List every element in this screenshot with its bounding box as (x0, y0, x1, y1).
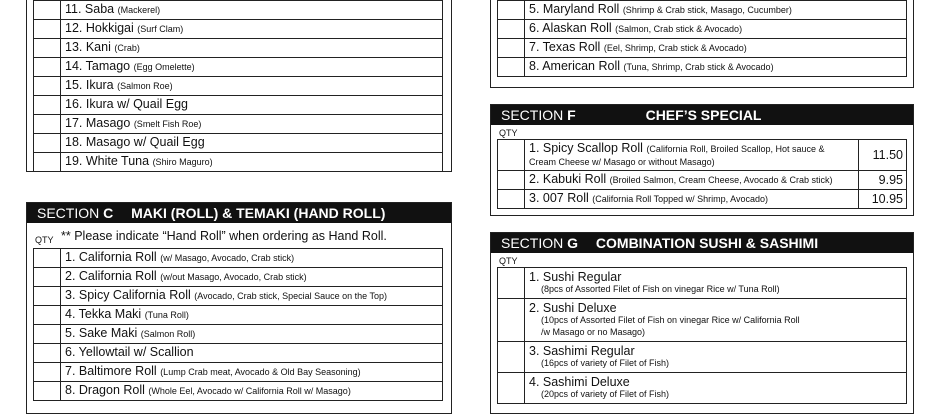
section-c-row (34, 382, 443, 401)
item-description: (8pcs of Assorted Filet of Fish on vinegar Rice w/ Tuna Roll) (541, 284, 780, 294)
item-cell (525, 20, 907, 39)
item-name: 7. Texas Roll (529, 40, 601, 54)
section-b-row (34, 77, 443, 96)
section-f-row (498, 171, 907, 190)
section-g-title: COMBINATION SUSHI & SASHIMI (595, 235, 819, 251)
section-c-row (34, 287, 443, 306)
item-cell (525, 1, 907, 20)
item-cell (61, 382, 443, 401)
item-name: 2. California Roll (65, 269, 157, 283)
item-name: 17. Masago (65, 116, 131, 130)
section-e-row (498, 20, 907, 39)
section-c-word: SECTION (37, 205, 100, 221)
item-name: 1. California Roll (65, 250, 157, 264)
section-c-row (34, 306, 443, 325)
item-description: (16pcs of variety of Filet of Fish) (541, 358, 670, 368)
item-cell (525, 190, 859, 209)
item-description: (Lump Crab meat, Avocado & Old Bay Seasoning) (160, 367, 361, 377)
section-c-letter: C (103, 205, 114, 221)
item-name: 4. Sashimi Deluxe (529, 375, 630, 389)
item-name: 12. Hokkigai (65, 21, 134, 35)
section-b-row (34, 115, 443, 134)
section-f-letter: F (567, 107, 576, 123)
section-g-letter: G (567, 235, 579, 251)
qty-cell[interactable] (498, 268, 525, 299)
item-description-line2: /w Masago or no Masago) (541, 327, 646, 337)
item-description: (Mackerel) (117, 5, 161, 15)
section-b-row (34, 134, 443, 153)
qty-cell[interactable] (498, 299, 525, 342)
item-name: 2. Kabuki Roll (529, 172, 607, 186)
item-cell (61, 134, 443, 153)
section-c-row (34, 268, 443, 287)
item-cell (61, 325, 443, 344)
qty-cell[interactable] (34, 39, 61, 58)
qty-cell[interactable] (498, 39, 525, 58)
section-f-qty-label: QTY (499, 128, 518, 138)
item-description: (Egg Omelette) (133, 62, 195, 72)
item-description: (w/ Masago, Avocado, Crab stick) (160, 253, 295, 263)
section-b-panel (26, 0, 452, 172)
qty-cell[interactable] (34, 268, 61, 287)
item-cell (61, 268, 443, 287)
item-description: (Tuna, Shrimp, Crab stick & Avocado) (623, 62, 774, 72)
section-g-table (497, 267, 907, 404)
item-cell (525, 140, 859, 171)
item-name: 2. Sushi Deluxe (529, 301, 617, 315)
item-name: 6. Alaskan Roll (529, 21, 612, 35)
section-f-row (498, 140, 907, 171)
qty-cell[interactable] (34, 306, 61, 325)
section-g-word: SECTION (501, 235, 564, 251)
item-name: 15. Ikura (65, 78, 114, 92)
item-cell (61, 287, 443, 306)
item-name: 14. Tamago (65, 59, 131, 73)
section-c-note: ** Please indicate “Hand Roll” when ordering as Hand Roll. (61, 229, 387, 243)
qty-cell[interactable] (34, 287, 61, 306)
qty-cell[interactable] (498, 190, 525, 209)
section-b-row (34, 58, 443, 77)
item-name: 6. Yellowtail w/ Scallion (65, 345, 194, 359)
item-description: (w/out Masago, Avocado, Crab stick) (160, 272, 307, 282)
item-description: (Broiled Salmon, Cream Cheese, Avocado & Crab stick) (609, 175, 833, 185)
item-cell (61, 344, 443, 363)
item-cell (61, 306, 443, 325)
qty-cell[interactable] (498, 140, 525, 171)
item-cell (525, 58, 907, 77)
qty-cell[interactable] (34, 20, 61, 39)
item-name: 7. Baltimore Roll (65, 364, 157, 378)
section-e-panel (490, 0, 914, 88)
item-cell (525, 171, 859, 190)
section-c-row (34, 249, 443, 268)
section-g-qty-label: QTY (499, 256, 518, 266)
qty-cell[interactable] (34, 115, 61, 134)
item-description: (Smelt Fish Roe) (133, 119, 202, 129)
section-c-row (34, 325, 443, 344)
section-f-header (491, 105, 913, 125)
item-description-line2: Cream Cheese w/ Masago or without Masago) (529, 157, 715, 167)
item-description: (Avocado, Crab stick, Special Sauce on the Top) (194, 291, 388, 301)
item-name: 11. Saba (65, 2, 115, 16)
item-price: 11.50 (859, 140, 907, 171)
item-description: (20pcs of variety of Filet of Fish) (541, 389, 670, 399)
section-c-qty-label: QTY (35, 235, 54, 245)
item-name: 5. Maryland Roll (529, 2, 620, 16)
section-e-row (498, 39, 907, 58)
item-cell (61, 115, 443, 134)
item-name: 8. Dragon Roll (65, 383, 145, 397)
section-c-title: MAKI (ROLL) & TEMAKI (HAND ROLL) (131, 205, 386, 221)
qty-cell[interactable] (498, 373, 525, 404)
section-b-row (34, 153, 443, 172)
section-c-table (33, 248, 443, 401)
section-f-row (498, 190, 907, 209)
qty-cell[interactable] (34, 382, 61, 401)
item-name: 1. Spicy Scallop Roll (529, 141, 643, 155)
item-cell (61, 20, 443, 39)
section-b-table (33, 0, 443, 172)
item-cell (61, 39, 443, 58)
item-cell (61, 96, 443, 115)
item-name: 19. White Tuna (65, 154, 150, 168)
section-e-table (497, 0, 907, 77)
item-cell (525, 39, 907, 58)
item-name: 1. Sushi Regular (529, 270, 622, 284)
item-cell (525, 268, 907, 299)
item-description: (Salmon, Crab stick & Avocado) (615, 24, 743, 34)
item-description: (Salmon Roe) (117, 81, 173, 91)
item-cell (61, 249, 443, 268)
item-price: 9.95 (859, 171, 907, 190)
section-g-row (498, 299, 907, 342)
item-cell (61, 58, 443, 77)
qty-cell[interactable] (34, 363, 61, 382)
section-b-row (34, 20, 443, 39)
item-name: 3. Sashimi Regular (529, 344, 635, 358)
item-name: 3. 007 Roll (529, 191, 589, 205)
section-c-panel (26, 202, 452, 414)
item-name: 3. Spicy California Roll (65, 288, 191, 302)
section-c-row (34, 363, 443, 382)
item-description: (Whole Eel, Avocado w/ California Roll w/ Masago) (148, 386, 351, 396)
item-description: (Crab) (114, 43, 140, 53)
item-description: (Shiro Maguro) (152, 157, 213, 167)
section-f-title: CHEF’S SPECIAL (645, 107, 762, 123)
section-b-row (34, 96, 443, 115)
qty-cell[interactable] (34, 134, 61, 153)
item-description: (Shrimp & Crab stick, Masago, Cucumber) (622, 5, 792, 15)
qty-cell[interactable] (34, 1, 61, 20)
item-name: 16. Ikura w/ Quail Egg (65, 97, 188, 111)
item-cell (61, 153, 443, 172)
qty-cell[interactable] (498, 1, 525, 20)
item-price: 10.95 (859, 190, 907, 209)
section-g-row (498, 342, 907, 373)
section-g-header (491, 233, 913, 253)
item-description: (California Roll Topped w/ Shrimp, Avocado) (592, 194, 769, 204)
item-cell (61, 77, 443, 96)
item-description: (Eel, Shrimp, Crab stick & Avocado) (603, 43, 747, 53)
qty-cell[interactable] (34, 249, 61, 268)
qty-cell[interactable] (34, 153, 61, 172)
qty-cell[interactable] (34, 96, 61, 115)
item-cell (61, 1, 443, 20)
item-cell (525, 373, 907, 404)
section-f-panel (490, 104, 914, 216)
qty-cell[interactable] (498, 20, 525, 39)
section-f-table (497, 139, 907, 209)
item-description: (10pcs of Assorted Filet of Fish on vinegar Rice w/ California Roll (541, 315, 800, 325)
qty-cell[interactable] (498, 58, 525, 77)
section-g-row (498, 373, 907, 404)
section-b-row (34, 39, 443, 58)
qty-cell[interactable] (34, 344, 61, 363)
section-c-header (27, 203, 451, 223)
qty-cell[interactable] (34, 325, 61, 344)
item-cell (525, 342, 907, 373)
item-name: 18. Masago w/ Quail Egg (65, 135, 205, 149)
item-name: 4. Tekka Maki (65, 307, 142, 321)
item-description: (California Roll, Broiled Scallop, Hot sauce & (646, 144, 825, 154)
item-name: 13. Kani (65, 40, 111, 54)
item-cell (61, 363, 443, 382)
item-description: (Tuna Roll) (144, 310, 189, 320)
section-e-row (498, 58, 907, 77)
section-e-row (498, 1, 907, 20)
section-g-row (498, 268, 907, 299)
section-b-row (34, 1, 443, 20)
qty-cell[interactable] (498, 342, 525, 373)
qty-cell[interactable] (34, 58, 61, 77)
item-name: 8. American Roll (529, 59, 621, 73)
qty-cell[interactable] (34, 77, 61, 96)
item-name: 5. Sake Maki (65, 326, 138, 340)
qty-cell[interactable] (498, 171, 525, 190)
section-f-word: SECTION (501, 107, 564, 123)
section-c-row (34, 344, 443, 363)
section-g-panel (490, 232, 914, 414)
item-description: (Surf Clam) (137, 24, 184, 34)
item-description: (Salmon Roll) (140, 329, 196, 339)
item-cell (525, 299, 907, 342)
